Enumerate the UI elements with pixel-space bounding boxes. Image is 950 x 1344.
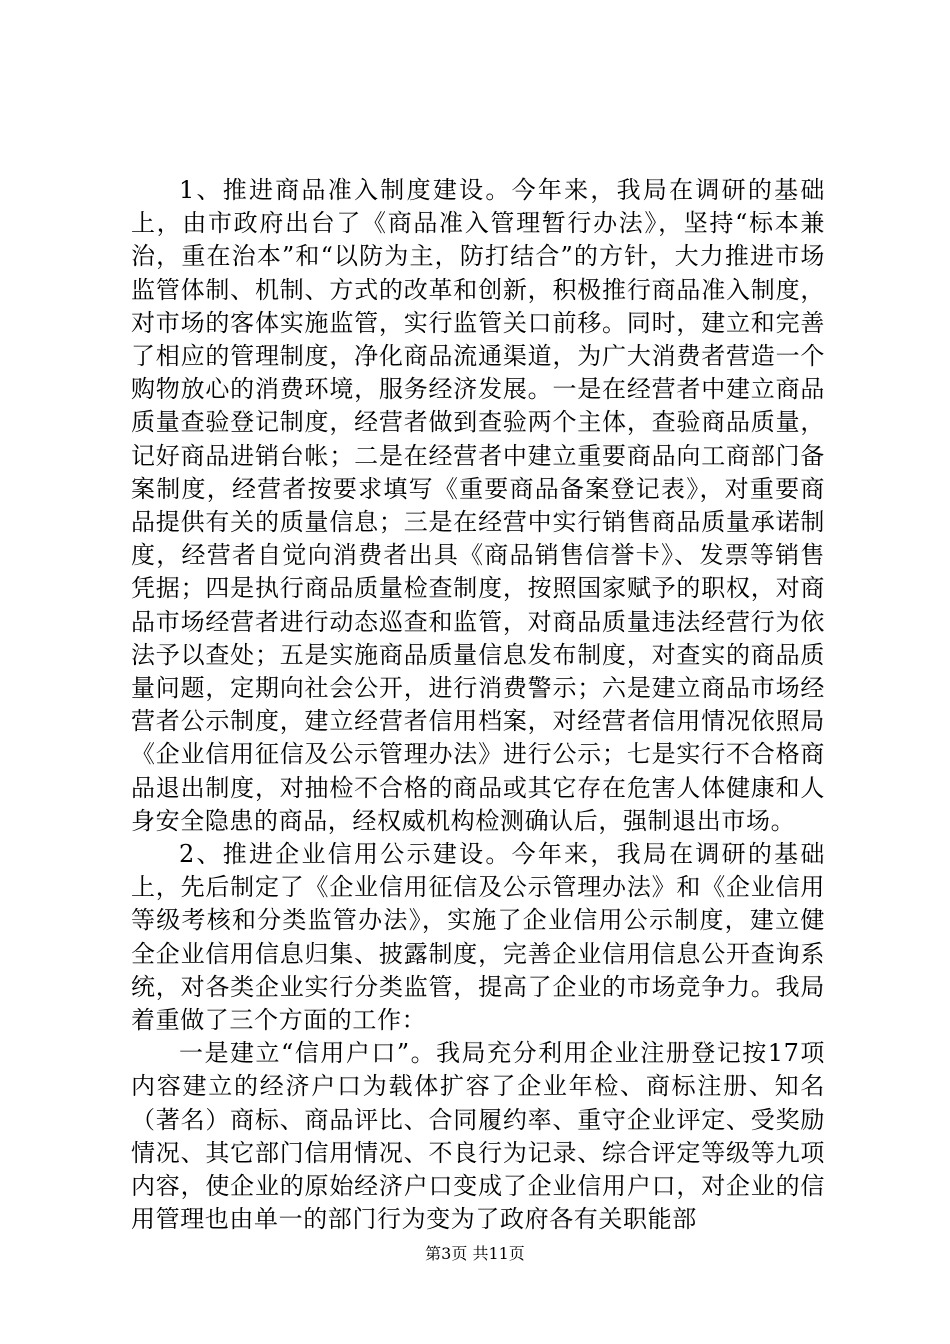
- body-text: [131, 174, 825, 1237]
- paragraph-credit-disclosure: 2、推进企业信用公示建设。今年来，我局在调研的基础上，先后制定了《企业信用征信及公示管理办法》和《企业信用等级考核和分类监管办法》，实施了企业信用公示制度，建立健全企业信用信息归集、披露制度，完善企业信用信息公开查询系统，对各类企业实行分类监管，提高了企业的市场竞争力。我局着重做了三个方面的工作：: [131, 840, 825, 1035]
- paragraph-credit-account: 一是建立“信用户口”。我局充分利用企业注册登记按17项内容建立的经济户口为载体扩容了企业年检、商标注册、知名（著名）商标、商品评比、合同履约率、重守企业评定、受奖励情况、其它部门信用情况、不良行为记录、综合评定等级等九项内容，使企业的原始经济户口变成了企业信用户口，对企业的信用管理也由单一的部门行为变为了政府各有关职能部: [131, 1039, 825, 1234]
- page-number-footer: 第3页 共11页: [425, 1244, 525, 1263]
- paragraph-commodity-access: 1、推进商品准入制度建设。今年来，我局在调研的基础上，由市政府出台了《商品准入管理暂行办法》，坚持“标本兼治，重在治本”和“以防为主，防打结合”的方针，大力推进市场监管体制、机制、方式的改革和创新，积极推行商品准入制度，对市场的客体实施监管，实行监管关口前移。同时，建立和完善了相应的管理制度，净化商品流通渠道，为广大消费者营造一个购物放心的消费环境，服务经济发展。一是在经营者中建立商品质量查验登记制度，经营者做到查验两个主体，查验商品质量，记好商品进销台帐；二是在经营者中建立重要商品向工商部门备案制度，经营者按要求填写《重要商品备案登记表》，对重要商品提供有关的质量信息；三是在经营中实行销售商品质量承诺制度，经营者自觉向消费者出具《商品销售信誉卡》、发票等销售凭据；四是执行商品质量检查制度，按照国家赋予的职权，对商品市场经营者进行动态巡查和监管，对商品质量违法经营行为依法予以查处；五是实施商品质量信息发布制度，对查实的商品质量问题，定期向社会公开，进行消费警示；六是建立商品市场经营者公示制度，建立经营者信用档案，对经营者信用情况依照局《企业信用征信及公示管理办法》进行公示；七是实行不合格商品退出制度，对抽检不合格的商品或其它存在危害人体健康和人身安全隐患的商品，经权威机构检测确认后，强制退出市场。: [131, 176, 825, 835]
